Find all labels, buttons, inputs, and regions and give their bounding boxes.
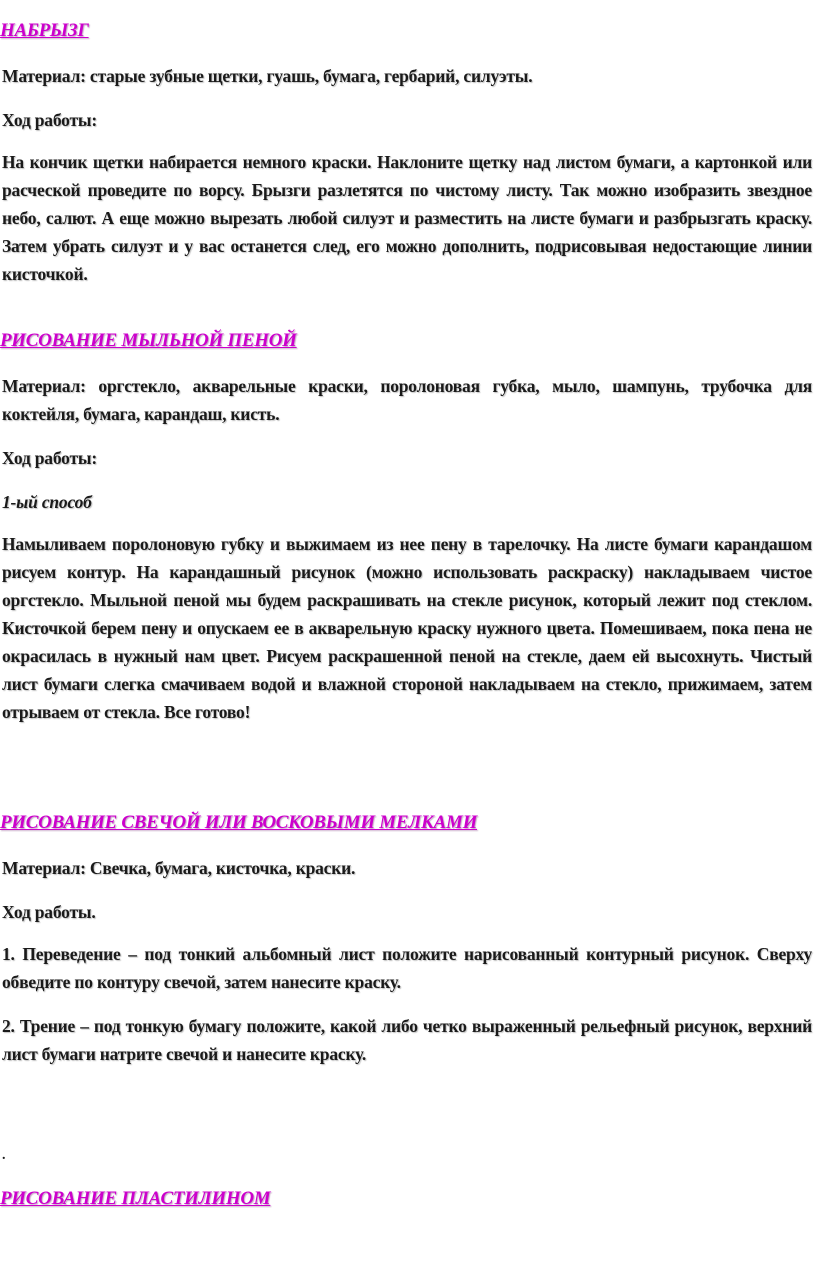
procedure-label-soap-foam: Ход работы: <box>2 448 97 468</box>
materials-candle-wax: Материал: Свечка, бумага, кисточка, краски. <box>2 858 356 878</box>
stray-mark: . <box>2 1148 6 1163</box>
step-2-candle-wax: 2. Трение – под тонкую бумагу положите, какой либо четко выраженный рельефный рисунок, верхний лист бумаги натрите свечой и нанесите краску. <box>2 1016 812 1064</box>
method-label-soap-foam: 1-ый способ <box>2 492 92 512</box>
procedure-text-soap-foam: Намыливаем поролоновую губку и выжимаем из нее пену в тарелочку. На листе бумаги карандашом рисуем контур. На карандашный рисунок (можно использовать раскраску) накладываем чистое оргстекло. Мыльной пеной мы будем раскрашивать на стекле рисунок, который лежит под стеклом. Кисточкой берем пену и опускаем ее в акварельную краску нужного цвета. Помешиваем, пока пена не окрасилась в нужный нам цвет. Рисуем раскрашенной пеной на стекле, даем ей высохнуть. Чистый лист бумаги слегка смачиваем водой и влажной стороной накладываем на стекло, прижимаем, затем отрываем от стекла. Все готово! <box>2 534 812 722</box>
materials-soap-foam: Материал: оргстекло, акварельные краски, поролоновая губка, мыло, шампунь, трубочка для коктейля, бумага, карандаш, кисть. <box>2 376 812 424</box>
materials-nabryzg: Материал: старые зубные щетки, гуашь, бумага, гербарий, силуэты. <box>2 66 533 86</box>
heading-plasticine: РИСОВАНИЕ ПЛАСТИЛИНОМ <box>0 1188 271 1209</box>
procedure-label-nabryzg: Ход работы: <box>2 110 97 130</box>
heading-soap-foam: РИСОВАНИЕ МЫЛЬНОЙ ПЕНОЙ <box>0 330 297 351</box>
step-1-candle-wax: 1. Переведение – под тонкий альбомный лист положите нарисованный контурный рисунок. Сверху обведите по контуру свечой, затем нанесите краску. <box>2 944 812 992</box>
procedure-label-candle-wax: Ход работы. <box>2 902 96 922</box>
heading-nabryzg: НАБРЫЗГ <box>0 20 89 41</box>
procedure-text-nabryzg: На кончик щетки набирается немного краски. Наклоните щетку над листом бумаги, а картонкой или расческой проведите по ворсу. Брызги разлетятся по чистому листу. Так можно изобразить звездное небо, салют. А еще можно вырезать любой силуэт и разместить на листе бумаги и разбрызгать краску. Затем убрать силуэт и у вас останется след, его можно дополнить, подрисовывая недостающие линии кисточкой. <box>2 152 812 284</box>
heading-candle-wax: РИСОВАНИЕ СВЕЧОЙ ИЛИ ВОСКОВЫМИ МЕЛКАМИ <box>0 812 478 833</box>
